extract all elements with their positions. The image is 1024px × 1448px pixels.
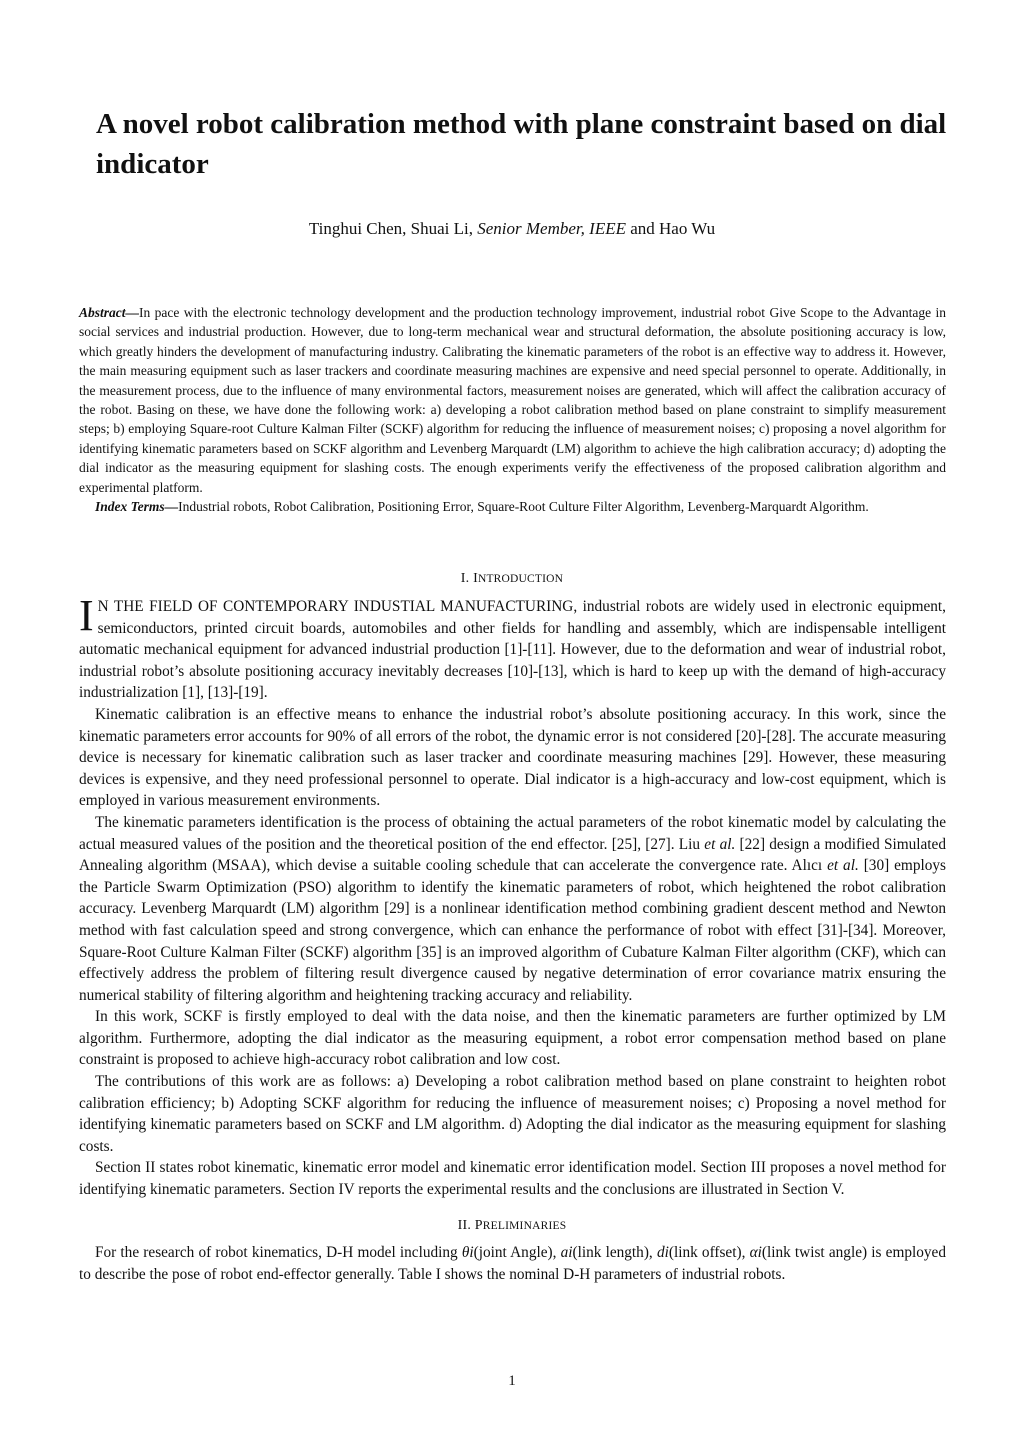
authors-names: Tinghui Chen, Shuai Li, — [308, 219, 478, 238]
intro-paragraph-3 — [79, 812, 946, 1006]
section-heading-preliminaries — [0, 1216, 1024, 1236]
authors-role: Senior Member, IEEE — [477, 219, 626, 238]
et-al-2: et al. — [827, 857, 859, 875]
prelim-text-a: For the research of robot kinematics, D-H model including — [95, 1244, 462, 1261]
abstract-paragraph — [79, 303, 946, 497]
authors-last: and Hao Wu — [625, 219, 716, 238]
intro-p3-part-c: [30] employs the Particle Swarm Optimization (PSO) algorithm to identify the kinematic parameters of robot, which heightened the robot calibration accuracy. Levenberg Marquardt (LM) algorithm [29] is a nonlinear identification method combining gradient descent method and Newton method with fast calculation speed and strong convergence, which can enhance the performance of robot with effect [31]-[34]. Moreover, Square-Root Culture Kalman Filter (SCKF) algorithm [35] is an improved algorithm of Cubature Kalman Filter algorithm (CKF), which can effectively address the problem of filtering result divergence caused by negative determination of error covariance matrix ensuring the numerical stability of filtering algorithm and heightening tracking accuracy and reliability. — [79, 857, 946, 1004]
prelim-text-b: (joint Angle), — [473, 1244, 561, 1261]
intro-p3-part-b: [22] design a modified Simulated Annealing algorithm (MSAA), which devise a suitable cooling schedule that can accelerate the convergence rate. Alıcı — [79, 835, 946, 875]
paper-title: A novel robot calibration method with plane constraint based on dial indicator — [96, 108, 947, 180]
abstract-block — [79, 303, 946, 516]
section-heading-introduction — [0, 569, 1024, 589]
author-line — [0, 217, 1024, 241]
preliminaries-body — [79, 1242, 946, 1285]
intro-paragraph-4: In this work, SCKF is firstly employed to deal with the data noise, and then the kinematic parameters are further optimized by LM algorithm. Furthermore, adopting the dial indicator as the measuring equipment, a robot error compensation method based on plane constraint is proposed to achieve high-accuracy robot calibration and low cost. — [79, 1008, 946, 1069]
prelim-text-c: (link length), — [572, 1244, 657, 1261]
prelim-text-e: (link twist angle) is employed to describe the pose of robot end-effector generally. Table I shows the nominal D-H parameters of industrial robots. — [79, 1244, 946, 1283]
section-cap: I — [473, 571, 478, 586]
drop-cap: I — [79, 591, 94, 640]
section-cap: P — [474, 1218, 483, 1233]
section-title-rest: RELIMINARIES — [482, 1220, 567, 1232]
section-number: I. — [460, 571, 474, 586]
introduction-body — [79, 591, 946, 1201]
intro-paragraph-5: The contributions of this work are as follows: a) Developing a robot calibration method based on plane constraint to heighten robot calibration efficiency; b) Adopting SCKF algorithm for reducing the influence of measurement noises; c) Proposing a novel method for identifying kinematic parameters based on SCKF and LM algorithm. d) Adopting the dial indicator as the measuring equipment for slashing costs. — [79, 1073, 946, 1155]
prelim-paragraph — [79, 1242, 946, 1285]
intro-paragraph-2: Kinematic calibration is an effective means to enhance the industrial robot’s absolute positioning accuracy. In this work, since the kinematic parameters error accounts for 90% of all errors of the robot, the dynamic error is not considered [20]-[28]. The accurate measuring device is necessary for kinematic calibration such as laser tracker and coordinate measuring machines [29]. However, these measuring devices is expensive, and they need professional personnel to operate. Dial indicator is a high-accuracy and low-cost equipment, which is employed in various measurement environments. — [79, 705, 946, 810]
prelim-text-d: (link offset), — [668, 1244, 750, 1261]
abstract-text: In pace with the electronic technology development and the production technology improvement, industrial robot Give Scope to the Advantage in social services and industrial production. However, due to long-term mechanical wear and structural deformation, the absolute positioning accuracy is low, which greatly hinders the development of manufacturing industry. Calibrating the kinematic parameters of the robot is an effective way to address it. However, the main measuring equipment such as laser trackers and coordinate measuring machines are expensive and need special personnel to operate. Additionally, in the measurement process, due to the influence of many environmental factors, measurement noises are generated, which will affect the calibration accuracy of the robot. Basing on these, we have done the following work: a) developing a robot calibration method based on plane constraint to simplify measurement steps; b) employing Square-root Culture Kalman Filter (SCKF) algorithm for reducing the influence of measurement noises; c) proposing a novel algorithm for identifying kinematic parameters based on SCKF algorithm and Levenberg Marquardt (LM) algorithm to achieve the high calibration accuracy; d) adopting the dial indicator as the measuring equipment for slashing costs. The enough experiments verify the effectiveness of the proposed calibration algorithm and experimental platform. — [79, 305, 946, 495]
section-number: II. — [457, 1218, 475, 1233]
symbol-theta: θi — [461, 1244, 474, 1261]
index-terms-text: Industrial robots, Robot Calibration, Positioning Error, Square-Root Culture Filter Algorithm, Levenberg-Marquardt Algorithm. — [178, 499, 869, 515]
intro-paragraph-6: Section II states robot kinematic, kinematic error model and kinematic error identification model. Section III proposes a novel method for identifying kinematic parameters. Section IV reports the experimental results and the conclusions are illustrated in Section V. — [79, 1159, 946, 1199]
symbol-a: ai — [560, 1244, 573, 1261]
intro-paragraph-1-text: N THE FIELD OF CONTEMPORARY INDUSTIAL MANUFACTURING, industrial robots are widely used in electronic equipment, semiconductors, printed circuit boards, automobiles and other fields for handling and assembly, which are indispensable intelligent automatic mechanical equipment for advanced industrial production [1]-[11]. However, due to the deformation and wear of industrial robot, industrial robot’s absolute positioning accuracy inevitably decreases [10]-[13], which is hard to keep up with the demand of high-accuracy industrialization [1], [13]-[19]. — [79, 598, 946, 702]
index-terms-label: Index Terms— — [95, 499, 179, 515]
abstract-label: Abstract— — [79, 305, 140, 320]
intro-paragraph-1 — [79, 591, 946, 704]
index-terms — [79, 497, 946, 516]
symbol-alpha: αi — [749, 1244, 762, 1261]
symbol-d: di — [656, 1244, 669, 1261]
intro-p3-part-a: The kinematic parameters identification is the process of obtaining the actual parameters of the robot kinematic model by calculating the actual measured values of the position and the theoretical position of the end effector. [25], [27]. Liu — [79, 813, 946, 853]
et-al-1: et al. — [704, 835, 736, 853]
section-title-rest: NTRODUCTION — [477, 573, 564, 585]
page-number: 1 — [508, 1373, 516, 1389]
